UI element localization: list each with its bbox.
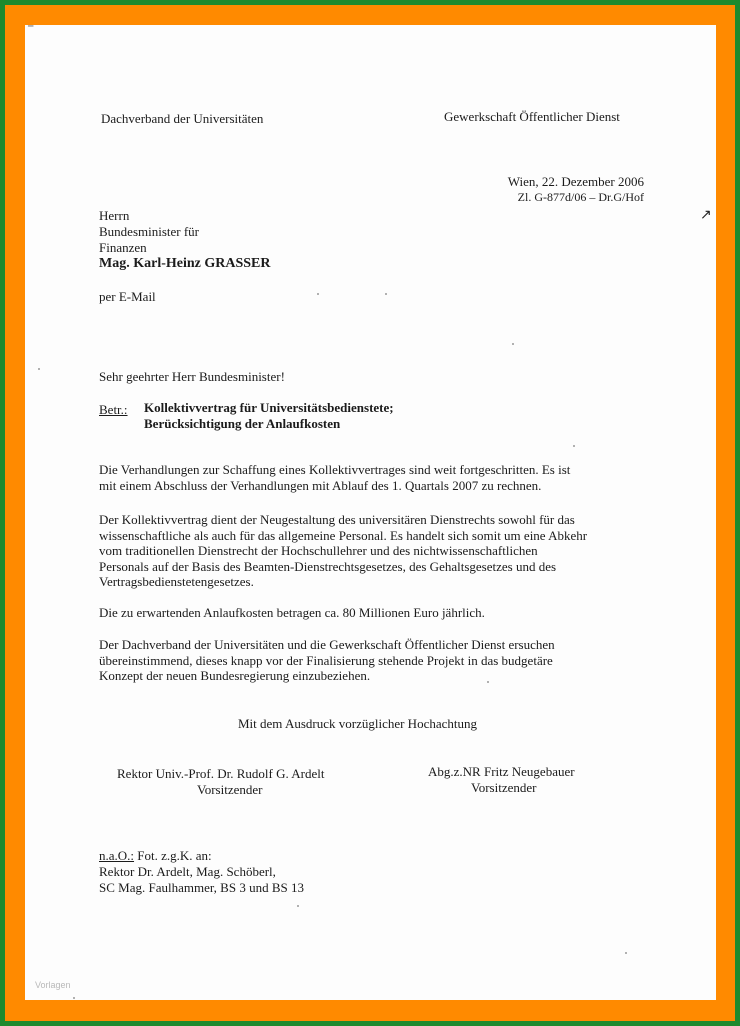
cc-line-2: Rektor Dr. Ardelt, Mag. Schöberl, — [99, 864, 276, 879]
body-line: Vertragsbedienstetengesetzes. — [99, 574, 254, 589]
letter-page — [25, 22, 716, 1000]
body-line: mit einem Abschluss der Verhandlungen mit Ablauf des 1. Quartals 2007 zu rechnen. — [99, 477, 542, 493]
watermark: Vorlagen — [35, 980, 71, 990]
scan-speck — [317, 293, 319, 295]
recipient-name: Mag. Karl-Heinz GRASSER — [99, 256, 271, 271]
subject-line-2: Berücksichtigung der Anlaufkosten — [144, 416, 341, 431]
body-line: vom traditionellen Dienstrecht der Hochschullehrer und des nichtwissenschaftlichen — [99, 543, 538, 558]
body-line: übereinstimmend, dieses knapp vor der Finalisierung stehende Projekt in das budgetäre — [99, 652, 553, 668]
signatory-left-name: Rektor Univ.-Prof. Dr. Rudolf G. Ardelt — [117, 766, 325, 781]
body-line: Der Dachverband der Universitäten und die Gewerkschaft Öffentlicher Dienst ersuchen — [99, 637, 555, 652]
closing-formula: Mit dem Ausdruck vorzüglicher Hochachtung — [238, 716, 477, 731]
body-paragraph-2 — [99, 512, 639, 590]
scan-mark: ⁻ — [27, 22, 35, 37]
letter-date: Wien, 22. Dezember 2006 — [507, 174, 644, 189]
body-line: wissenschaftliche als auch für das allgemeine Personal. Es handelt sich somit um eine Abkehr — [99, 527, 588, 543]
recipient-line-2: Bundesminister für — [99, 224, 200, 239]
signatory-right-role: Vorsitzender — [471, 780, 537, 795]
body-paragraph-1 — [99, 462, 639, 493]
scan-mark: ↗ — [700, 208, 712, 223]
recipient-line-1: Herrn — [99, 208, 130, 223]
scan-speck — [38, 368, 40, 370]
recipient-line-3: Finanzen — [99, 240, 147, 255]
body-paragraph-3 — [99, 605, 639, 621]
scan-speck — [385, 293, 387, 295]
signatory-right-name: Abg.z.NR Fritz Neugebauer — [428, 764, 575, 779]
cc-line-1-text: Fot. z.g.K. an: — [134, 848, 212, 863]
cc-line-3: SC Mag. Faulhammer, BS 3 und BS 13 — [99, 880, 304, 895]
cc-line-1 — [99, 848, 212, 863]
body-line: Personals auf der Basis des Beamten-Dienstrechtsgesetzes, des Gehaltsgesetzes und des — [99, 558, 557, 574]
signatory-left-role: Vorsitzender — [197, 782, 263, 797]
cc-label: n.a.O.: — [99, 848, 135, 863]
subject-label: Betr.: — [99, 402, 128, 417]
scan-speck — [512, 343, 514, 345]
scan-speck — [73, 997, 75, 999]
scan-speck — [573, 445, 575, 447]
body-paragraph-4 — [99, 637, 639, 684]
body-line: Konzept der neuen Bundesregierung einzubeziehen. — [99, 668, 371, 683]
sender-right-org: Gewerkschaft Öffentlicher Dienst — [444, 109, 620, 124]
scan-speck — [487, 681, 489, 683]
subject-line-1: Kollektivvertrag für Universitätsbedienstete; — [144, 400, 394, 415]
scan-speck — [297, 905, 299, 907]
body-line: Der Kollektivvertrag dient der Neugestaltung des universitären Dienstrechts sowohl für das — [99, 512, 575, 527]
body-line: Die zu erwartenden Anlaufkosten betragen ca. 80 Millionen Euro jährlich. — [99, 605, 485, 620]
body-line: Die Verhandlungen zur Schaffung eines Kollektivvertrages sind weit fortgeschritten. Es ist — [99, 462, 571, 477]
sender-left-org: Dachverband der Universitäten — [101, 111, 264, 126]
salutation: Sehr geehrter Herr Bundesminister! — [99, 369, 285, 384]
reference-number: Zl. G-877d/06 – Dr.G/Hof — [517, 190, 644, 204]
scan-speck — [625, 952, 627, 954]
delivery-method: per E-Mail — [99, 289, 156, 304]
